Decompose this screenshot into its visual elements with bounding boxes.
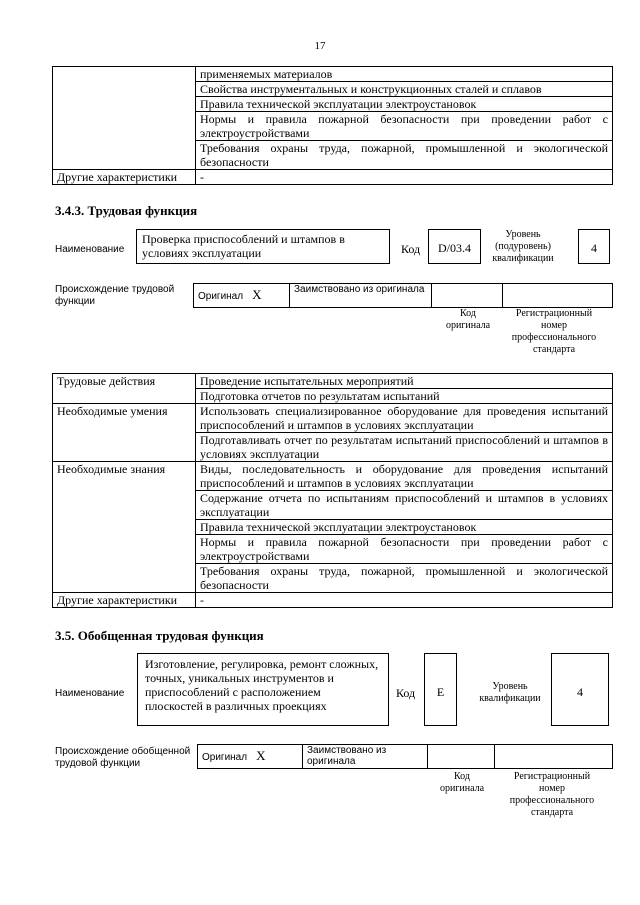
level-box [578,229,610,264]
reg-number-caption: Регистрационный номер профессионального стандарта [511,308,597,355]
code-original-caption: Код оригинала [439,771,485,794]
table-cell: Требования охраны труда, пожарной, промышленной и экологической безопасности [196,141,613,170]
table-cell: применяемых материалов [196,67,613,82]
table-cell: Виды, последовательность и оборудование для проведения испытаний приспособлений и штампов в условиях эксплуатации [196,462,613,491]
table-cell: Необходимые знания [53,462,196,593]
function-name-box [136,229,390,264]
code-box [424,653,457,726]
table-row [53,170,613,185]
function-name: Изготовление, регулировка, ремонт сложных, точных, уникальных инструментов и приспособлений с расположением плоскостей в различных проекциях [145,657,379,713]
table-row [53,67,613,82]
code-value: E [436,685,445,699]
page-number: 17 [314,40,326,52]
function-name-box [137,653,389,726]
table-cell: Нормы и правила пожарной безопасности при проведении работ с электроустройствами [196,535,613,564]
name-label: Наименование [55,244,125,255]
name-label: Наименование [55,688,125,699]
table-cell: Свойства инструментальных и конструкционных сталей и сплавов [196,82,613,97]
table-row [53,404,613,433]
borrowed-label: Заимствовано из оригинала [303,745,428,769]
origin-label: Происхождение трудовой функции [55,284,175,307]
origin-table [193,283,613,308]
table-cell: Использовать специализированное оборудование для проведения испытаний приспособлений и штампов в условиях эксплуатации [196,404,613,433]
code-original-caption: Код оригинала [445,308,491,331]
table-cell: - [196,170,613,185]
original-label: Оригинал [198,290,244,302]
original-cell [198,745,303,769]
table-cell: Проведение испытательных мероприятий [196,374,613,389]
origin-table [197,744,613,769]
table-cell: Другие характеристики [53,170,196,185]
reg-number-caption: Регистрационный номер профессионального стандарта [509,771,595,818]
table-row [198,745,613,769]
function-name: Проверка приспособлений и штампов в условиях эксплуатации [142,232,345,260]
level-value: 4 [591,241,597,255]
level-label: Уровень квалификации [479,681,541,704]
code-label: Код [396,686,416,700]
table-cell: Необходимые умения [53,404,196,462]
borrowed-label: Заимствовано из оригинала [290,284,432,308]
level-label: Уровень (подуровень) квалификации [492,229,554,264]
original-cell [194,284,290,308]
table-cell: Нормы и правила пожарной безопасности при проведении работ с электроустройствами [196,112,613,141]
table-cell: Подготавливать отчет по результатам испытаний приспособлений и штампов в условиях эксплуатации [196,433,613,462]
table-row [53,462,613,491]
section-heading: 3.4.3. Трудовая функция [55,203,198,218]
code-original-cell [428,745,495,769]
original-mark: X [256,747,266,763]
table-row [53,374,613,389]
table-cell: Правила технической эксплуатации электроустановок [196,520,613,535]
level-value: 4 [577,685,583,699]
level-box [551,653,609,726]
table-cell [53,67,196,170]
table-cell: Требования охраны труда, пожарной, промышленной и экологической безопасности [196,564,613,593]
code-box [428,229,481,264]
table-cell: Подготовка отчетов по результатам испытаний [196,389,613,404]
top-table [52,66,613,185]
main-table [52,373,613,608]
original-mark: X [252,286,262,302]
origin-label: Происхождение обобщенной трудовой функции [55,746,191,769]
section-heading: 3.5. Обобщенная трудовая функция [55,628,264,643]
reg-number-cell [495,745,613,769]
table-cell: - [196,593,613,608]
table-cell: Другие характеристики [53,593,196,608]
table-row [194,284,613,308]
code-value: D/03.4 [438,241,471,255]
reg-number-cell [503,284,613,308]
table-cell: Трудовые действия [53,374,196,404]
table-row [53,593,613,608]
original-label: Оригинал [202,751,248,763]
code-original-cell [432,284,503,308]
table-cell: Содержание отчета по испытаниям приспособлений и штампов в условиях эксплуатации [196,491,613,520]
code-label: Код [401,242,421,256]
table-cell: Правила технической эксплуатации электроустановок [196,97,613,112]
